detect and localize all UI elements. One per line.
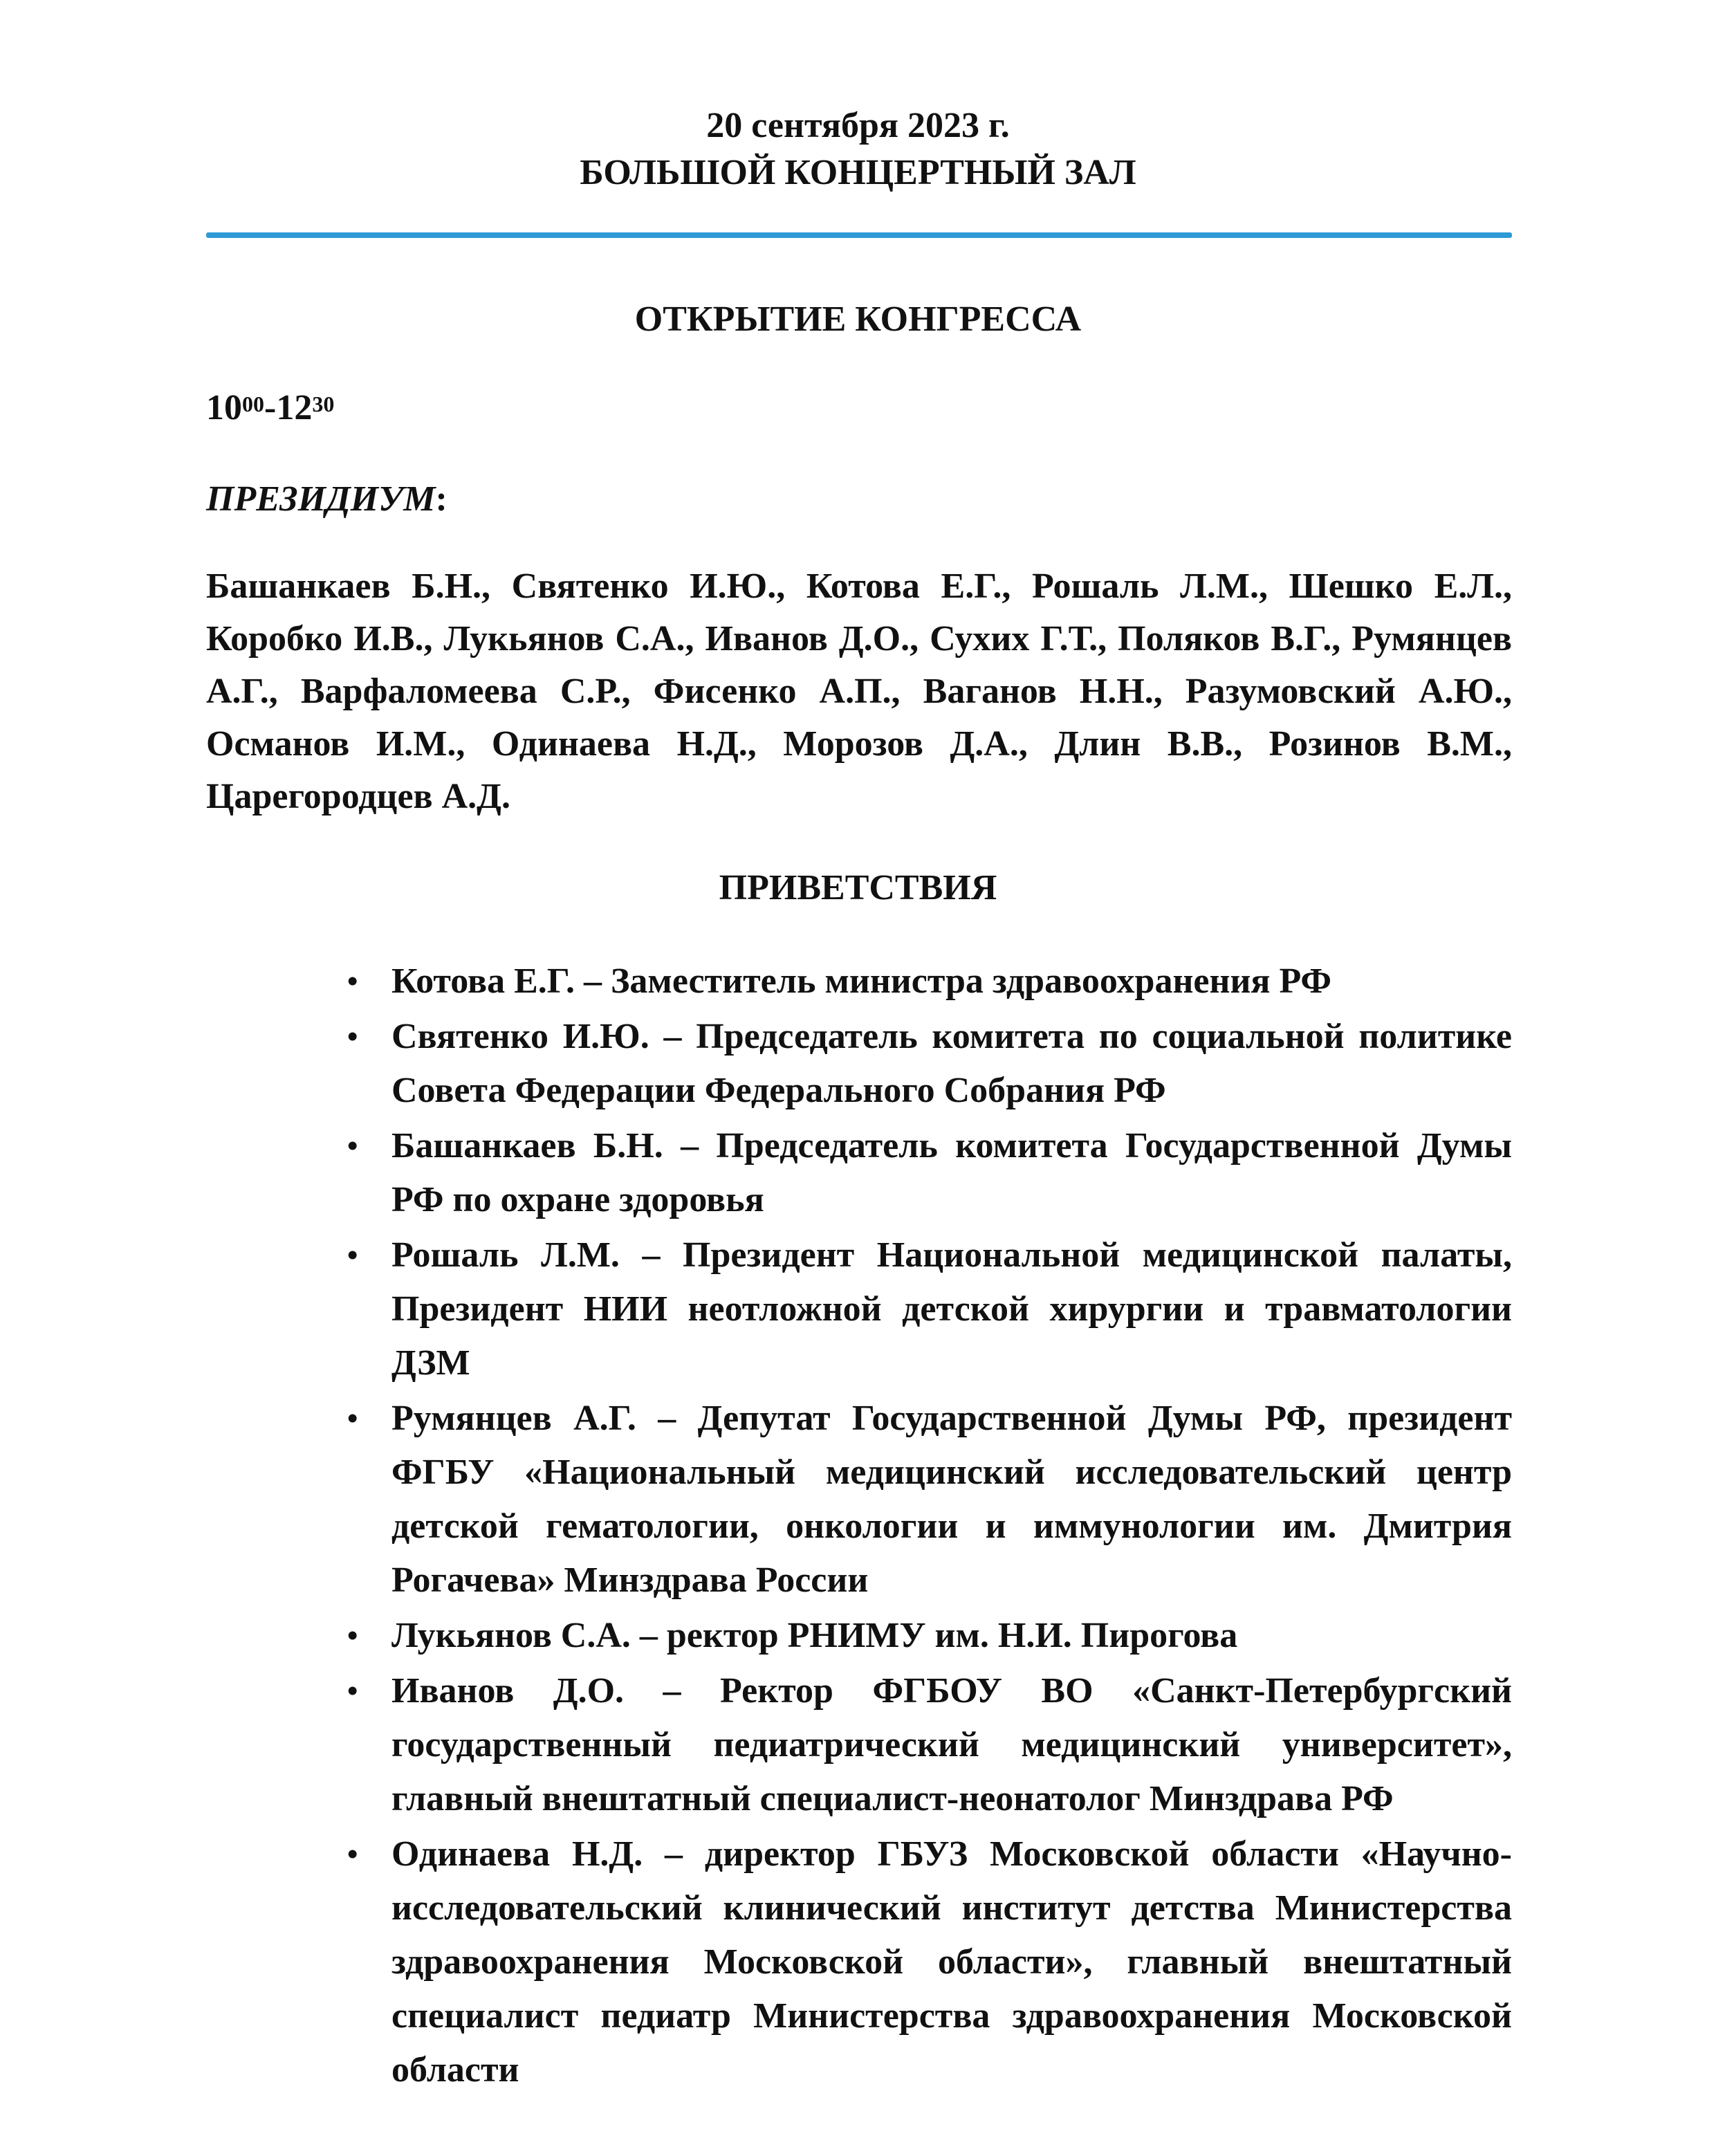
section-title: ОТКРЫТИЕ КОНГРЕССА [634,300,1082,339]
bullet-icon: • [347,1238,358,1272]
greeting-text: Башанкаев Б.Н. – Председатель комитета Государственной Думы РФ по охране здоровья [391,1126,1512,1219]
presidium-colon: : [435,479,448,519]
bullet-icon: • [347,1129,358,1163]
list-item [347,1827,1512,2097]
greetings-title: ПРИВЕТСТВИЯ [719,868,997,907]
time-start-hour: 10 [206,388,242,427]
session-time [206,386,334,430]
bullet-icon: • [347,1619,358,1652]
greeting-text: Лукьянов С.А. – ректор РНИМУ им. Н.И. Пирогова [391,1616,1238,1655]
event-hall: БОЛЬШОЙ КОНЦЕРТНЫЙ ЗАЛ [580,153,1136,192]
list-item [347,1392,1512,1607]
bullet-icon: • [347,964,358,998]
list-item [347,1228,1512,1390]
greeting-text: Святенко И.Ю. – Председатель комитета по социальной политике Совета Федерации Федерального Собрания РФ [391,1017,1512,1110]
time-start-min: 00 [242,391,264,416]
time-end-min: 30 [312,391,335,416]
presidium-members: Башанкаев Б.Н., Святенко И.Ю., Котова Е.Г., Рошаль Л.М., Шешко Е.Л., Коробко И.В., Лукьянов С.А., Иванов Д.О., Сухих Г.Т., Поляков В.Г., Румянцев А.Г., Варфаломеева С.Р., Фисенко А.П., Ваганов Н.Н., Разумовский А.Ю., Османов И.М., Одинаева Н.Д., Морозов Д.А., Длин В.В., Розинов В.М., Царегородцев А.Д. [206,566,1512,816]
list-item [347,1010,1512,1118]
bullet-icon: • [347,1837,358,1871]
greeting-text: Иванов Д.О. – Ректор ФГБОУ ВО «Санкт-Петербургский государственный педиатрический медицинский университет», главный внештатный специалист-неонатолог Минздрава РФ [391,1671,1512,1818]
greeting-text: Румянцев А.Г. – Депутат Государственной Думы РФ, президент ФГБУ «Национальный медицинский исследовательский центр детской гематологии, онкологии и иммунологии им. Дмитрия Рогачева» Минздрава России [391,1399,1512,1600]
bullet-icon: • [347,1674,358,1708]
bullet-icon: • [347,1401,358,1435]
list-item [347,1119,1512,1227]
greeting-text: Котова Е.Г. – Заместитель министра здравоохранения РФ [391,961,1332,1001]
greeting-text: Одинаева Н.Д. – директор ГБУЗ Московской области «Научно-исследовательский клинический институт детства Министерства здравоохранения Московской области», главный внештатный специалист педиатр Министерства здравоохранения Московской области [391,1834,1512,2090]
greetings-list [347,955,1512,2099]
event-date: 20 сентября 2023 г. [706,106,1010,145]
list-item [347,1609,1512,1663]
header-divider [206,232,1512,238]
presidium-label-text: ПРЕЗИДИУМ [206,479,436,519]
time-separator: - [264,388,277,427]
list-item [347,955,1512,1008]
time-end-hour: 12 [276,388,313,427]
greeting-text: Рошаль Л.М. – Президент Национальной медицинской палаты, Президент НИИ неотложной детской хирургии и травматологии ДЗМ [391,1235,1512,1383]
list-item [347,1664,1512,1826]
bullet-icon: • [347,1020,358,1053]
presidium-label [206,477,448,522]
